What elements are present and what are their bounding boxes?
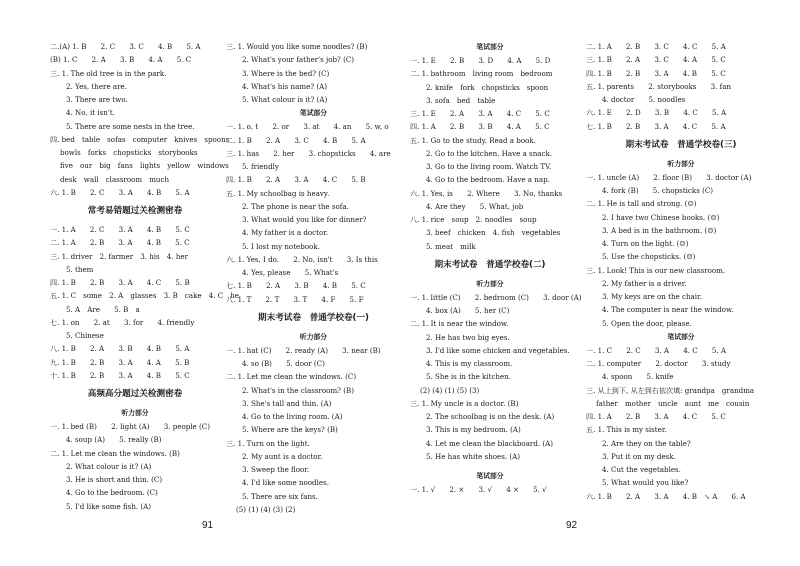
answer-line: 2. Yes, there are. (66, 81, 127, 91)
answer-line: 2. Are they on the table? (602, 438, 691, 448)
answer-line: 4. Turn on the light. (☺) (602, 239, 689, 248)
answer-line: 二. 1. Let me clean the windows. (C) (226, 372, 357, 382)
answer-line: 三. 1. driver 2. farmer 3. his 4. her (50, 251, 188, 261)
section-title: 常考易错题过关检测密卷 (87, 206, 183, 216)
answer-line: 三. 1. My uncle is a doctor. (B) (410, 398, 519, 408)
answer-line: 三. 1. The old tree is in the park. (50, 68, 167, 78)
answer-line: 5. A Are 5. B a (66, 304, 140, 314)
answer-line: 七. 1. on 2. at 3. for 4. friendly (50, 317, 195, 327)
answer-line: 一. 1. √ 2. × 3. √ 4 × 5. √ (410, 485, 547, 494)
answer-line: 4. The computer is near the window. (602, 305, 734, 315)
answer-line: bowls forks chopsticks storybooks (60, 148, 198, 157)
answer-line: 5. What would you like? (602, 478, 689, 488)
answer-line: 3. He is short and thin. (C) (66, 475, 163, 484)
answer-line: 4. so (B) 5. door (C) (242, 359, 325, 368)
answer-line: 2. Go to the kitchen. Have a snack. (426, 148, 553, 158)
answer-line: 四. 1. A 2. B 3. A 4. C 5. C (586, 412, 726, 421)
answer-line: 3. There are two. (66, 95, 128, 104)
answer-line: 2. What's your father's job? (C) (242, 55, 355, 65)
answer-line: 二. 1. He is tall and strong. (☺) (586, 199, 697, 209)
answer-line: 4. doctor 5. noodles (602, 95, 686, 104)
page-number-left: 91 (202, 520, 214, 531)
answer-line: 4. Go to the bedroom. (C) (66, 488, 158, 498)
answer-column-2 (226, 40, 401, 516)
answer-line: 二. 1. A 2. B 3. C 4. C 5. A (586, 42, 726, 51)
answer-line: 4. Go to the living room. (A) (242, 412, 343, 421)
answer-line: 三. 1. Look! This is our new classroom. (586, 265, 726, 275)
answer-line: 3. sofa bed table (426, 95, 496, 105)
answer-line: 一. 1. uncle (A) 2. floor (B) 3. doctor (A) (586, 172, 752, 182)
answer-line: 3. What would you like for dinner? (242, 215, 367, 224)
answer-line: 2. I have two Chinese books. (☹) (602, 212, 720, 222)
section-subtitle: 笔试部分 (299, 109, 328, 118)
answer-line: 八. 1. T 2. T 3. T 4. F 5. F (226, 294, 364, 304)
answer-line: 5. meat milk (426, 241, 476, 251)
answer-line: 5. Chinese (66, 331, 104, 340)
answer-line: 三. 1. has 2. her 3. chopsticks 4. are (226, 148, 391, 158)
answer-line: 3. She's tall and thin. (A) (242, 398, 332, 408)
answer-line: 4. Go to the bedroom. Have a nap. (426, 175, 550, 185)
answer-line: 3. Where is the bed? (C) (242, 68, 330, 78)
answer-column-1 (50, 40, 240, 513)
answer-line: 2. What's in the classroom? (B) (242, 385, 354, 395)
answer-line: 一. 1. C 2. C 3. A 4. C 5. A (586, 345, 726, 355)
answer-line: 八. 1. rice soup 2. noodles soup (410, 215, 537, 224)
section-subtitle: 笔试部分 (476, 43, 504, 51)
answer-line: 5. friendly (242, 162, 279, 171)
answer-line: 二. 1. bathroom living room bedroom (410, 69, 553, 79)
answer-line: 一. 1. hat (C) 2. ready (A) 3. near (B) (226, 345, 381, 355)
answer-line: 2. knife fork chopsticks spoon (426, 82, 549, 92)
answer-line: 四. bed table sofas computer knives spoons (50, 134, 230, 144)
answer-line: (B) 1. C 2. A 3. B 4. A 5. C (50, 55, 192, 65)
section-subtitle: 听力部分 (299, 332, 328, 341)
answer-line: 4. This is my classroom. (426, 359, 513, 368)
answer-line: 二. 1. computer 2. doctor 3. study (586, 359, 731, 368)
answer-column-4 (586, 40, 776, 503)
answer-line: five our big fans lights yellow windows (60, 161, 229, 171)
answer-line: 七. 1. B 2. A 3. B 4. B 5. C (226, 281, 366, 291)
answer-line: 十. 1. B 2. B 3. A 4. B 5. C (50, 370, 190, 380)
answer-line: 4. soup (A) 5. really (B) (66, 435, 162, 445)
section-title: 期末考试卷 普通学校卷(二) (434, 259, 546, 270)
answer-line: 四. 1. A 2. B 3. B 4. A 5. C (410, 122, 550, 132)
section-subtitle: 笔试部分 (476, 472, 504, 480)
answer-line: 五. 1. parents 2. storybooks 3. fan (586, 81, 732, 91)
answer-line: 八. 1. B 2. A 3. B 4. B 5. A (50, 344, 190, 354)
answer-line: 5. them (66, 264, 94, 274)
answer-line: 三. 1. E 2. A 3. A 4. C 5. C (410, 109, 550, 118)
answer-line: 3. Sweep the floor. (242, 465, 310, 474)
answer-line: 五. 1. Go to the study. Read a book. (410, 135, 536, 145)
answer-line: 4. fork (B) 5. chopsticks (C) (602, 186, 714, 195)
answer-line: 4. I'd like some noodles. (242, 478, 329, 488)
section-title: 期末考试卷 普通学校卷(一) (258, 312, 369, 323)
answer-line: desk wall classroom much (60, 174, 170, 184)
answer-line: 九. 1. B 2. B 3. A 4. A 5. B (50, 357, 190, 367)
answer-line: 5. I'd like some fish. (A) (66, 501, 152, 511)
answer-line: 一. 1. E 2. B 3. D 4. A 5. D (410, 56, 551, 65)
answer-line: 3. I'd like some chicken and vegetables. (426, 345, 570, 355)
answer-line: 一. 1. o, t 2. or 3. at 4. an 5. w, o (226, 122, 389, 132)
answer-line: 5. There are six fans. (242, 491, 318, 501)
section-subtitle: 听力部分 (121, 409, 149, 417)
section-title: 高频高分题过关检测密卷 (87, 389, 183, 399)
answer-line: 5. What colour is it? (A) (242, 95, 328, 104)
answer-line: 2. The phone is near the sofa. (242, 201, 349, 211)
section-subtitle: 听力部分 (476, 279, 504, 288)
answer-line: 六. 1. B 2. C 3. A 4. B 5. A (50, 187, 190, 197)
answer-line: 一. 1. little (C) 2. bedroom (C) 3. door (A) (410, 292, 582, 302)
answer-line: 2. My aunt is a doctor. (242, 451, 323, 461)
answer-line: 二. 1. Let me clean the windows. (B) (50, 448, 180, 458)
answer-line: 一. 1. bed (B) 2. light (A) 3. people (C) (50, 422, 210, 431)
answer-line: 5. She is in the kitchen. (426, 372, 512, 382)
answer-line: 2. He has two big eyes. (426, 332, 510, 342)
section-subtitle: 笔试部分 (667, 332, 695, 341)
answer-line: 4. spoon 5. knife (602, 372, 674, 382)
answer-line: 三. 1. Would you like some noodles? (B) (226, 42, 368, 51)
answer-line: 3. This is my bedroom. (A) (426, 425, 521, 435)
answer-line: 五. 1. My schoolbag is heavy. (226, 188, 330, 198)
answer-column-3 (410, 40, 582, 496)
answer-line: 二.(A) 1. B 2. C 3. C 4. B 5. A (50, 42, 201, 51)
page-number-right: 92 (566, 520, 578, 531)
answer-line: 5. He has white shoes. (A) (426, 451, 521, 461)
answer-line: (2) (4) (1) (5) (3) (420, 385, 480, 395)
answer-line: 2. What colour is it? (A) (66, 461, 152, 471)
answer-line: 3. beef chicken 4. fish vegetables (426, 228, 561, 238)
answer-line: 三. 1. B 2. A 3. C 4. A 5. C (586, 55, 726, 65)
answer-line: 七. 1. B 2. B 3. A 4. C 5. A (586, 121, 726, 131)
answer-line: 三. 1. Turn on the light. (226, 438, 310, 448)
answer-line: 5. There are some nests in the tree. (66, 121, 195, 131)
answer-line: 3. My keys are on the chair. (602, 292, 702, 301)
answer-line: (5) (1) (4) (3) (2) (236, 504, 296, 514)
answer-line: 2. The schoolbag is on the desk. (A) (426, 412, 555, 421)
answer-line: 4. No, it isn't. (66, 108, 115, 118)
answer-line: 5. I lost my notebook. (242, 241, 320, 251)
answer-line: 二. 1. B 2. A 3. C 4. B 5. A (226, 135, 366, 145)
answer-line: 4. What's his name? (A) (242, 81, 327, 91)
answer-line: 四. 1. B 2. B 3. A 4. C 5. B (50, 278, 190, 287)
answer-line: 六. 1. Yes, I do. 2. No, isn't 3. Is this (226, 254, 378, 264)
answer-line: 5. Where are the keys? (B) (242, 425, 338, 435)
answer-line: father mother uncle aunt me cousin (596, 398, 750, 408)
answer-line: 四. 1. B 2. B 3. A 4. B 5. C (586, 68, 726, 78)
answer-line: 五. 1. This is my sister. (586, 425, 667, 435)
answer-line: 3. Put it on my desk. (602, 451, 676, 461)
answer-line: 5. Use the chopsticks. (☹) (602, 252, 696, 262)
answer-line: 六. 1. E 2. D 3. B 4. C 5. A (586, 108, 727, 118)
section-subtitle: 听力部分 (667, 159, 695, 168)
answer-line: 4. Cut the vegetables. (602, 465, 681, 474)
answer-line: 三. 从上到下, 从左到右依次填: grandpa grandma (586, 385, 755, 395)
answer-line: 4. My father is a doctor. (242, 228, 329, 238)
answer-line: 二. 1. It is near the window. (410, 319, 509, 329)
answer-line: 六. 1. Yes, is 2. Where 3. No, thanks (410, 188, 563, 198)
answer-line: 一. 1. A 2. C 3. A 4. B 5. C (50, 225, 190, 234)
answer-line: 二. 1. A 2. B 3. A 4. B 5. C (50, 238, 190, 248)
answer-line: 4. Are they 5. What, job (426, 201, 524, 211)
answer-line: 4. Let me clean the blackboard. (A) (426, 438, 554, 448)
answer-line: 4. Yes, please 5. What's (242, 268, 339, 277)
answer-line: 2. My father is a driver. (602, 278, 687, 288)
answer-line: 3. Go to the living room. Watch TV. (426, 162, 552, 171)
answer-line: 4. box (A) 5. her (C) (426, 306, 510, 315)
answer-line: 3. A bed is in the bathroom. (☹) (602, 225, 717, 235)
answer-line: 5. Open the door, please. (602, 318, 692, 328)
answer-line: 五. 1. C some 2. A glasses 3. B cake 4. C he (50, 291, 240, 301)
answer-line: 四. 1. B 2. A 3. A 4. C 5. B (226, 175, 366, 185)
answer-line: 六. 1. B 2. A 3. A 4. B ↘ A 6. A (586, 491, 746, 501)
section-title: 期末考试卷 普通学校卷(三) (625, 139, 737, 150)
